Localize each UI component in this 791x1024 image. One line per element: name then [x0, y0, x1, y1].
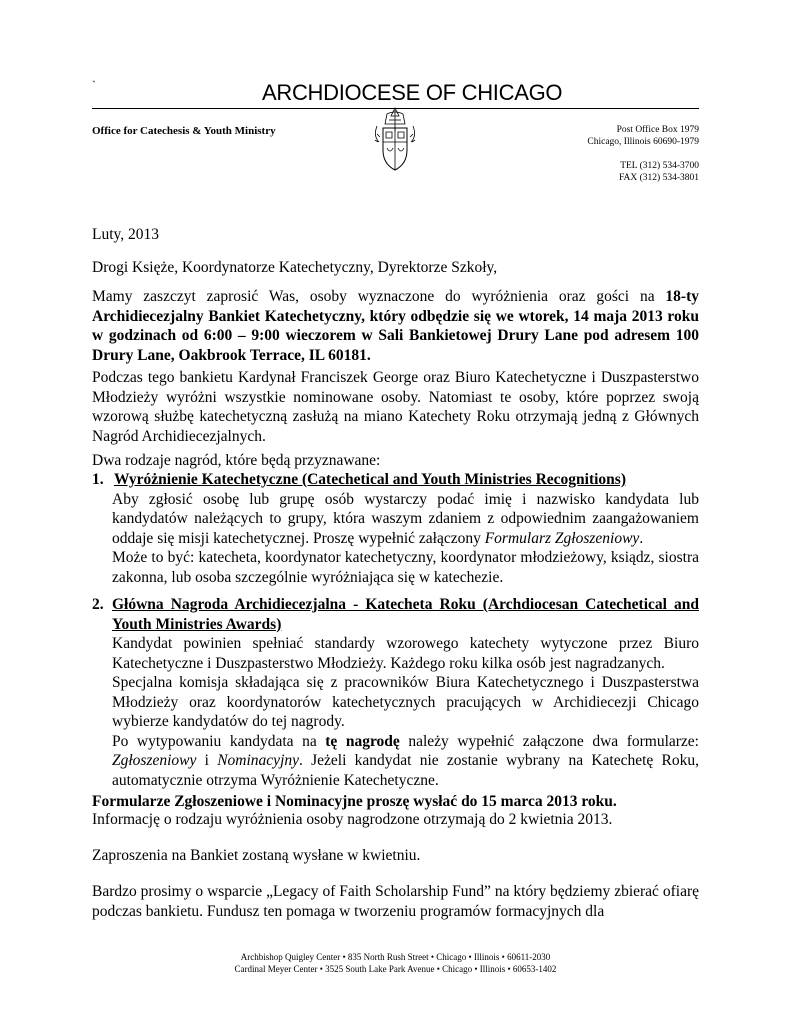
- award-item-2: [92, 595, 699, 790]
- invitation-event-details: 18-ty Archidiecezjalny Bankiet Katechetyczny, który odbędzie się we wtorek, 14 maja 2013 roku w godzinach od 6:00 – 9:00 wieczorem w Sali Bankietowej Drury Lane pod adresem 100 Drury Lane, Oakbrook Terrace, IL 60181.: [92, 288, 699, 364]
- forms-text-bold: tę nagrodę: [325, 732, 400, 750]
- footer-line-quigley: Archbishop Quigley Center • 835 North Rush Street • Chicago • Illinois • 60611-2030: [240, 952, 551, 962]
- paragraph-invitation: [92, 287, 699, 365]
- footer-line-meyer: Cardinal Meyer Center • 3525 South Lake Park Avenue • Chicago • Illinois • 60653-1402: [234, 964, 557, 974]
- award-item-1-number: 1.: [92, 471, 104, 488]
- award-item-1-description: [112, 490, 699, 549]
- address-tel: TEL (312) 534-3700: [620, 161, 699, 171]
- award-item-1: [92, 470, 699, 587]
- letter-salutation: Drogi Księże, Koordynatorze Katechetyczny, Dyrektorze Szkoły,: [92, 259, 498, 276]
- award-item-2-standards: Kandydat powinien spełniać standardy wzorowego katechety wytyczone przez Biuro Katechetyczne i Duszpasterstwo Młodzieży. Każdego roku kilka osób jest nagradzanych.: [112, 635, 699, 672]
- archdiocese-coat-of-arms-icon: [371, 106, 419, 176]
- forms-text-4: . Jeżeli kandydat nie zostanie wybrany na Katechetę Roku, automatycznie otrzyma Wyróżnienie Katechetyczne.: [112, 752, 699, 789]
- forms-text-3: i: [196, 752, 218, 769]
- award-item-2-number: 2.: [92, 596, 104, 613]
- award-item-2-forms: [112, 732, 699, 791]
- form-name-nomination: Nominacyjny: [217, 752, 300, 769]
- office-name: Office for Catechesis & Youth Ministry: [92, 125, 276, 137]
- letter-date: Luty, 2013: [92, 226, 160, 243]
- office-address: [587, 124, 699, 184]
- footer-addresses: [0, 951, 791, 975]
- notification-date: Informację o rodzaju wyróżnienia osoby nagrodzone otrzymają do 2 kwietnia 2013.: [92, 811, 613, 828]
- forms-deadline: Formularze Zgłoszeniowe i Nominacyjne proszę wysłać do 15 marca 2013 roku.: [92, 793, 617, 810]
- paragraph-banquet: Podczas tego bankietu Kardynał Franciszek George oraz Biuro Katechetyczne i Duszpasterstwo Młodzieży wyróżni wszystkie nominowane osoby. Natomiast te osoby, które poprzez swoją wzorową służbę katechetyczną zasłużą na miano Katechety Roku otrzymają jedną z Głównych Nagród Archidiecezjalnych.: [92, 369, 699, 445]
- form-name-application: Formularz Zgłoszeniowy: [484, 529, 640, 547]
- address-spacer: [587, 148, 699, 160]
- invitation-text: Mamy zaszczyt zaprosić Was, osoby wyznaczone do wyróżnienia oraz gości na: [92, 288, 666, 305]
- letterhead-title: ARCHDIOCESE OF CHICAGO: [262, 80, 563, 105]
- paragraph-scholarship-fund: Bardzo prosimy o wsparcie „Legacy of Faith Scholarship Fund” na który będziemy zbierać ofiarę podczas bankietu. Fundusz ten pomaga w tworzeniu programów formacyjnych dla: [92, 883, 699, 920]
- forms-text-2: należy wypełnić załączone dwa formularze:: [399, 732, 699, 750]
- form-name-application-2: Zgłoszeniowy: [112, 752, 197, 769]
- award-item-1-text: Aby zgłosić osobę lub grupę osób wystarczy podać imię i nazwisko kandydata lub kandydatów należących to grupy, która waszym zdaniem z odpowiednim zaangażowaniem oddaje się misji katechetycznej. Proszę wypełnić załączony: [112, 490, 699, 547]
- award-item-2-committee: Specjalna komisja składająca się z pracowników Biura Katechetycznego i Duszpasterstwa Młodzieży oraz koordynatorów katechetycznych pracujących w Archidiecezji Chicago wybierze kandydatów do tej nagrody.: [112, 674, 699, 730]
- forms-text-1: Po wytypowaniu kandydata na: [112, 732, 326, 750]
- award-item-2-heading: Główna Nagroda Archidiecezjalna - Katecheta Roku (Archdiocesan Catechetical and Youth Ministries Awards): [112, 596, 699, 633]
- invitations-note: Zaproszenia na Bankiet zostaną wysłane w kwietniu.: [92, 847, 421, 864]
- address-city: Chicago, Illinois 60690-1979: [587, 137, 699, 147]
- award-item-1-eligibility: Może to być: katecheta, koordynator katechetyczny, koordynator młodzieżowy, ksiądz, siostra zakonna, lub osoba szczególnie wyróżniająca się w katechezie.: [112, 549, 699, 586]
- awards-intro: Dwa rodzaje nagród, które będą przyznawane:: [92, 452, 381, 469]
- award-item-1-text-end: .: [639, 529, 644, 547]
- address-po-box: Post Office Box 1979: [616, 125, 699, 135]
- address-fax: FAX (312) 534-3801: [618, 173, 699, 183]
- award-item-1-heading: Wyróżnienie Katechetyczne (Catechetical and Youth Ministries Recognitions): [114, 471, 626, 488]
- stray-mark: `: [92, 78, 96, 92]
